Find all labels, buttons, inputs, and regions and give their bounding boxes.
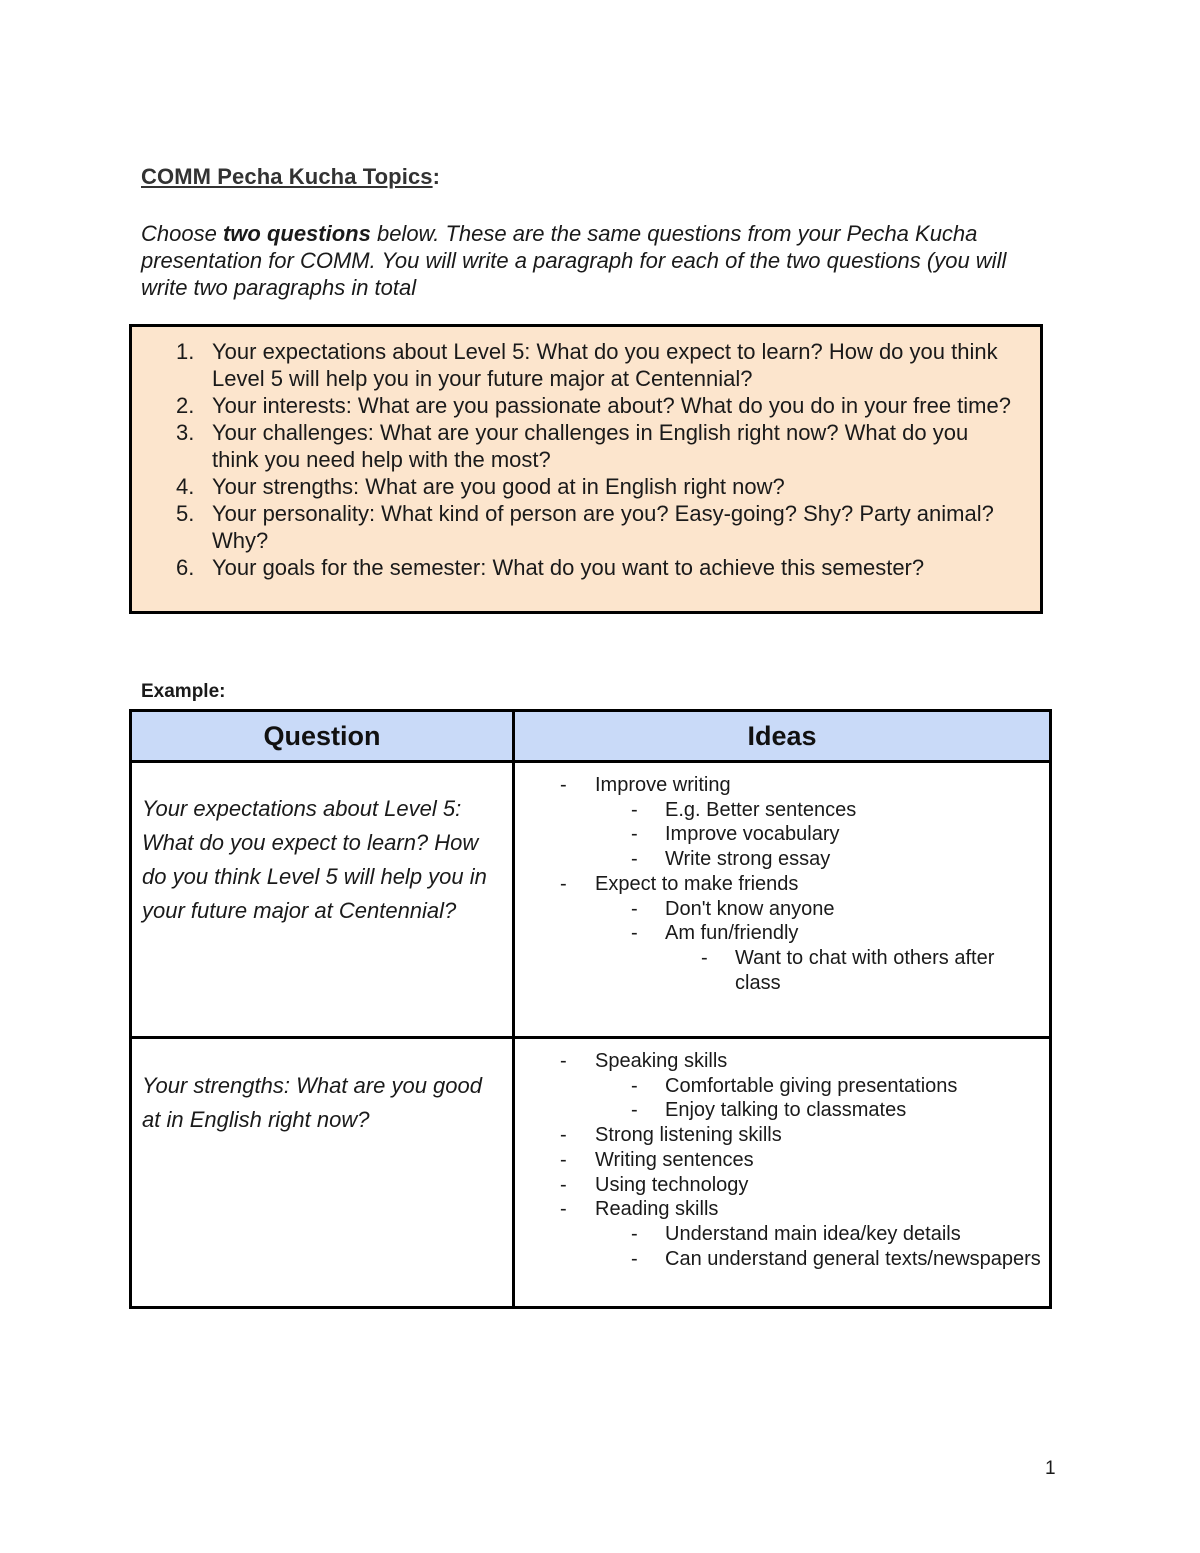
table-row (131, 1038, 1051, 1308)
ideas-cell (514, 762, 1051, 1038)
bullet-dash: - (631, 848, 638, 871)
idea-text: Strong listening skills (595, 1124, 782, 1147)
idea-item (515, 1173, 1049, 1198)
bullet-dash: - (631, 922, 638, 945)
idea-text: Reading skills (595, 1198, 719, 1221)
topic-text: Your personality: What kind of person are you? Easy-going? Shy? Party animal? Why? (212, 501, 994, 553)
bullet-dash: - (631, 1222, 638, 1245)
ideas-list (515, 1039, 1049, 1271)
bullet-dash: - (560, 1198, 567, 1221)
idea-item (515, 1197, 1049, 1222)
idea-text: Want to chat with others after class (735, 946, 995, 994)
idea-item (515, 946, 1049, 995)
idea-item (515, 773, 1049, 798)
idea-text: Don't know anyone (665, 897, 835, 920)
idea-text: Expect to make friends (595, 872, 799, 895)
topic-number: 6. (176, 555, 195, 580)
question-header: Question (131, 711, 514, 762)
idea-item (515, 798, 1049, 823)
topic-number: 4. (176, 474, 195, 499)
idea-text: Enjoy talking to classmates (665, 1099, 907, 1122)
topic-number: 5. (176, 501, 195, 526)
bullet-dash: - (631, 1099, 638, 1122)
bullet-dash: - (631, 897, 638, 920)
intro-paragraph (141, 220, 1046, 301)
topic-item (132, 500, 1040, 554)
table-row (131, 762, 1051, 1038)
topic-item (132, 419, 1040, 473)
title-colon: : (432, 164, 441, 189)
idea-item (515, 872, 1049, 897)
bullet-dash: - (560, 1148, 567, 1171)
idea-text: E.g. Better sentences (665, 798, 857, 821)
idea-text: Improve writing (595, 774, 731, 796)
title-text: COMM Pecha Kucha Topics (141, 164, 433, 189)
topic-item (132, 554, 1040, 581)
idea-item (515, 822, 1049, 847)
idea-item (515, 1074, 1049, 1099)
topic-text: Your challenges: What are your challenges in English right now? What do you think you need help with the most? (212, 420, 969, 472)
idea-item (515, 1123, 1049, 1148)
bullet-dash: - (560, 872, 567, 895)
topic-text: Your expectations about Level 5: What do you expect to learn? How do you think Level 5 will help you in your future major at Centennial? (212, 339, 998, 391)
idea-text: Can understand general texts/newspapers (665, 1247, 1041, 1270)
table-header-row (131, 711, 1051, 762)
question-text: Your strengths: What are you good at in English right now? (142, 1073, 482, 1132)
example-table (129, 709, 1052, 1309)
idea-text: Understand main idea/key details (665, 1222, 961, 1245)
intro-suffix: below. These are the same questions from your Pecha Kucha presentation for COMM. You will write a paragraph for each of the two questions (you will write two paragraphs in total (141, 221, 1007, 300)
topic-number: 1. (176, 339, 195, 364)
question-cell (131, 1038, 514, 1308)
idea-text: Improve vocabulary (665, 823, 840, 846)
idea-text: Writing sentences (595, 1148, 754, 1171)
bullet-dash: - (631, 1074, 638, 1097)
idea-text: Am fun/friendly (665, 922, 799, 945)
bullet-dash: - (560, 1124, 567, 1147)
topic-text: Your goals for the semester: What do you want to achieve this semester? (212, 555, 925, 580)
idea-item (515, 921, 1049, 946)
topic-text: Your interests: What are you passionate about? What do you do in your free time? (212, 393, 1011, 418)
topic-text: Your strengths: What are you good at in English right now? (212, 474, 785, 499)
bullet-dash: - (560, 774, 567, 796)
ideas-header: Ideas (514, 711, 1051, 762)
page-number: 1 (1045, 1458, 1056, 1479)
idea-item (515, 1098, 1049, 1123)
document-title (141, 164, 440, 190)
intro-bold: two questions (222, 221, 371, 246)
idea-item (515, 1148, 1049, 1173)
idea-item (515, 1247, 1049, 1272)
topic-item (132, 338, 1040, 392)
topics-list (132, 338, 1040, 581)
idea-text: Comfortable giving presentations (665, 1074, 958, 1097)
bullet-dash: - (560, 1173, 567, 1196)
question-cell (131, 762, 514, 1038)
ideas-cell (514, 1038, 1051, 1308)
idea-text: Write strong essay (665, 848, 831, 871)
idea-item (515, 847, 1049, 872)
topic-number: 2. (176, 393, 195, 418)
topic-number: 3. (176, 420, 195, 445)
idea-item (515, 1222, 1049, 1247)
topics-box (129, 324, 1043, 614)
bullet-dash: - (631, 1247, 638, 1270)
bullet-dash: - (701, 946, 708, 969)
bullet-dash: - (631, 798, 638, 821)
idea-text: Speaking skills (595, 1050, 728, 1072)
bullet-dash: - (631, 823, 638, 846)
topic-item (132, 473, 1040, 500)
question-text: Your expectations about Level 5: What do you expect to learn? How do you think Level 5 will help you in your future major at Centennial? (142, 796, 487, 923)
topic-item (132, 392, 1040, 419)
ideas-list (515, 763, 1049, 995)
idea-text: Using technology (595, 1173, 749, 1196)
idea-item (515, 897, 1049, 922)
example-label: Example: (141, 681, 226, 702)
bullet-dash: - (560, 1050, 567, 1072)
idea-item (515, 1049, 1049, 1074)
intro-prefix: Choose (141, 221, 223, 246)
